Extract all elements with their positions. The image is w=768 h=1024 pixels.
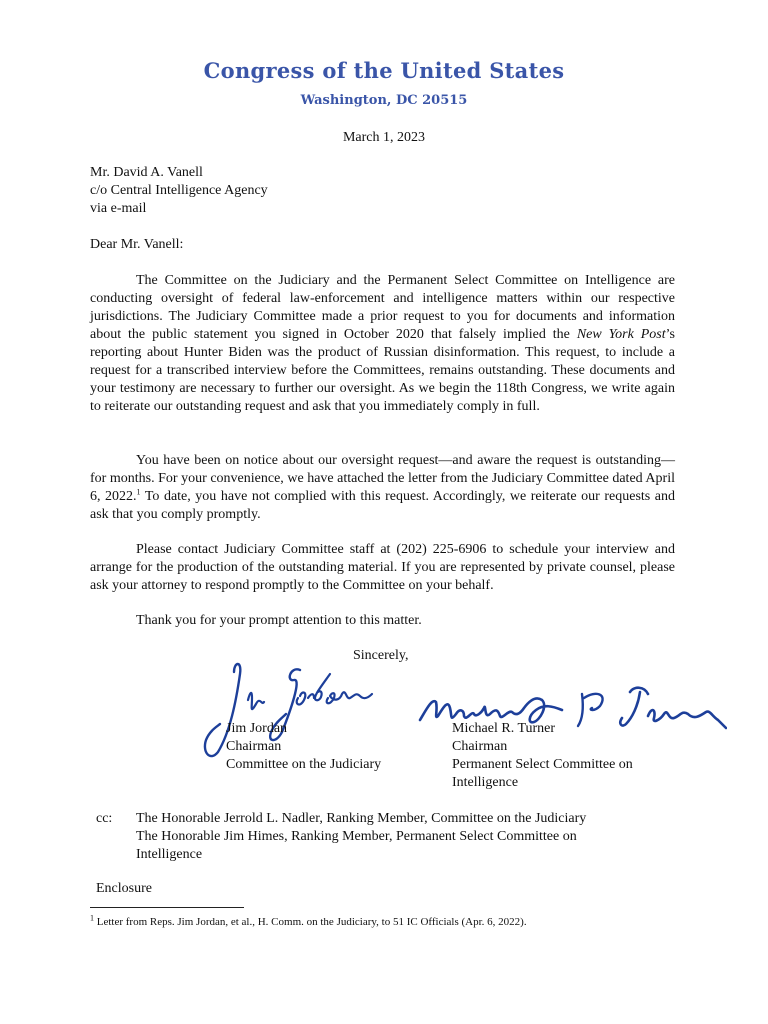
signer-committee: Permanent Select Committee on xyxy=(452,757,633,772)
enclosure-note: Enclosure xyxy=(96,881,152,896)
signer-committee-continued: Intelligence xyxy=(452,775,519,790)
recipient-block xyxy=(90,164,268,218)
signer-title: Chairman xyxy=(452,739,508,754)
body-paragraph-2 xyxy=(90,452,675,524)
paragraph-1-text-a: The Committee on the Judiciary and the Permanent Select Committee on Intelligence are conducting oversight of federal law-enforcement and intelligence matters within our respective jurisdictions. The Judiciary Committee made a prior request to you for documents and information about the public statement you signed in October 2020 that falsely implied the xyxy=(90,273,675,342)
footnote xyxy=(90,913,527,928)
cc-label: cc: xyxy=(96,811,113,826)
body-paragraph-3: Please contact Judiciary Committee staff at (202) 225-6906 to schedule your interview and arrange for the production of the outstanding material. If you are represented by private counsel, please ask your attorney to respond promptly to the Committee on your behalf. xyxy=(90,542,675,593)
recipient-name: Mr. David A. Vanell xyxy=(90,165,203,180)
paragraph-1-text-b: ’s reporting about Hunter Biden was the product of Russian disinformation. This request, to include a request for a transcribed interview before the Committees, remains outstanding. These documents and your testimony are necessary to further our oversight. As we begin the 118th Congress, we write again to reiterate our outstanding request and ask that you immediately comply in full. xyxy=(90,327,675,414)
paragraph-2-text-a: You have been on notice about our oversight request—and aware the request is outstanding—for months. For your convenience, we have attached the letter from the Judiciary Committee dated April 6, 2022. xyxy=(90,453,675,504)
salutation: Dear Mr. Vanell: xyxy=(90,237,184,252)
cc-list xyxy=(136,810,676,864)
signer-block-turner xyxy=(452,720,633,792)
signer-name: Michael R. Turner xyxy=(452,721,556,736)
signer-block-jordan xyxy=(226,720,381,774)
cc-line: The Honorable Jim Himes, Ranking Member, Permanent Select Committee on xyxy=(136,829,577,844)
signer-name: Jim Jordan xyxy=(226,721,288,736)
signer-title: Chairman xyxy=(226,739,282,754)
recipient-org: c/o Central Intelligence Agency xyxy=(90,183,268,198)
body-paragraph-4: Thank you for your prompt attention to this matter. xyxy=(136,613,422,628)
recipient-via: via e-mail xyxy=(90,201,147,216)
letterhead-title: Congress of the United States xyxy=(203,58,565,83)
signer-committee: Committee on the Judiciary xyxy=(226,757,382,772)
closing: Sincerely, xyxy=(353,648,409,663)
cc-line: Intelligence xyxy=(136,847,203,862)
footnote-reference[interactable]: 1 xyxy=(136,487,141,497)
publication-title: New York Post xyxy=(576,327,666,342)
letterhead-address: Washington, DC 20515 xyxy=(300,93,468,108)
footnote-text: Letter from Reps. Jim Jordan, et al., H. Comm. on the Judiciary, to 51 IC Officials (Apr. 6, 2022). xyxy=(94,916,527,928)
footnote-mark: 1 xyxy=(90,913,94,923)
letter-date: March 1, 2023 xyxy=(342,130,426,145)
paragraph-2-text-b: To date, you have not complied with this request. Accordingly, we reiterate our requests and ask that you comply promptly. xyxy=(90,489,675,522)
footnote-divider xyxy=(90,907,244,908)
body-paragraph-1 xyxy=(90,272,675,416)
cc-line: The Honorable Jerrold L. Nadler, Ranking Member, Committee on the Judiciary xyxy=(136,811,587,826)
